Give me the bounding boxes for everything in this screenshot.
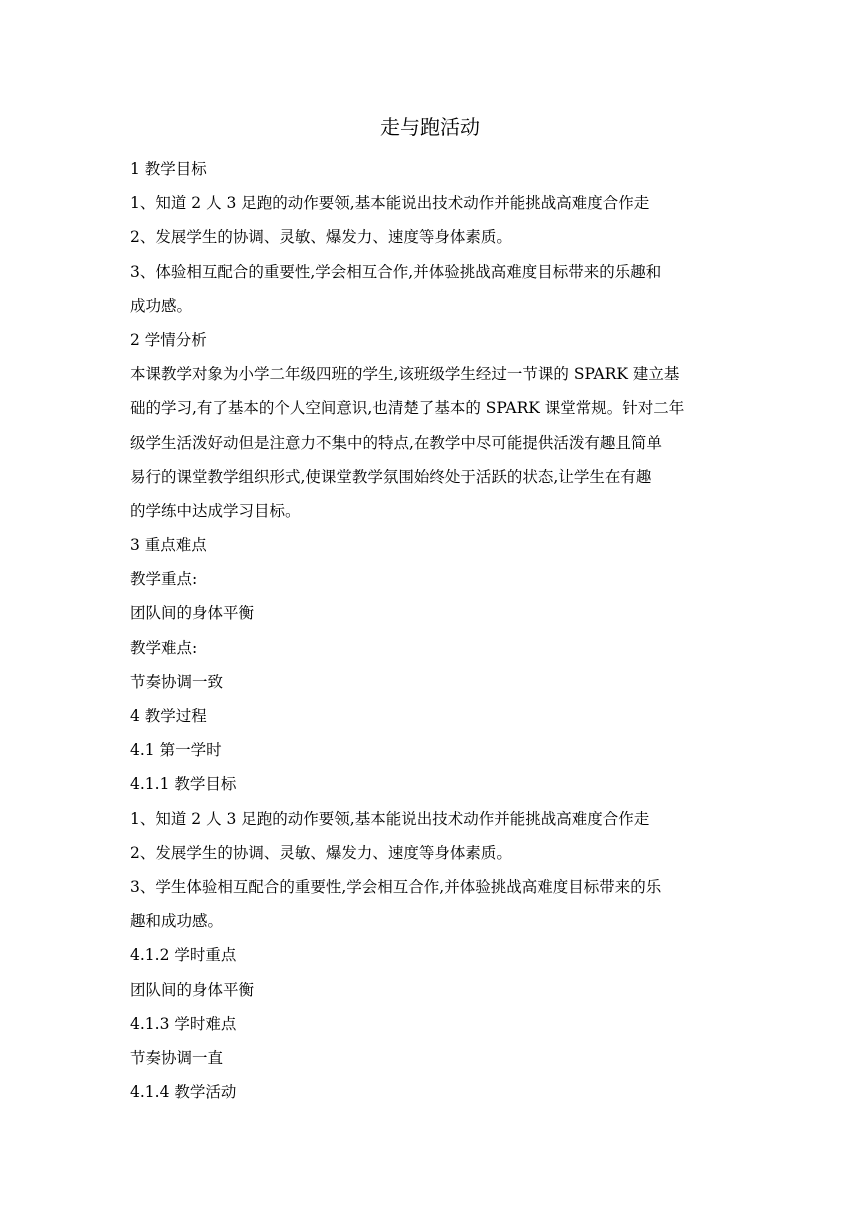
paragraph-line: 教学难点: [130, 638, 198, 657]
paragraph-line: 3、体验相互配合的重要性,学会相互合作,并体验挑战高难度目标带来的乐趣和 [130, 262, 662, 281]
section-heading-process: 4 教学过程 [130, 707, 207, 725]
paragraph-line: 级学生活泼好动但是注意力不集中的特点,在教学中尽可能提供活泼有趣且简单 [130, 433, 662, 452]
paragraph-line: 团队间的身体平衡 [130, 980, 255, 999]
paragraph-line: 1、知道 2 人 3 足跑的动作要领,基本能说出技术动作并能挑战高难度合作走 [130, 809, 650, 828]
paragraph-line: 3、学生体验相互配合的重要性,学会相互合作,并体验挑战高难度目标带来的乐 [130, 877, 662, 896]
paragraph-line: 的学练中达成学习目标。 [130, 501, 301, 520]
paragraph-line: 团队间的身体平衡 [130, 604, 255, 623]
subsection-heading: 4.1 第一学时 [130, 741, 222, 760]
paragraph-line: 本课教学对象为小学二年级四班的学生,该班级学生经过一节课的 SPARK 建立基 [130, 365, 680, 384]
paragraph-line: 节奏协调一直 [130, 1048, 224, 1067]
subsection-heading: 4.1.1 教学目标 [130, 775, 237, 794]
paragraph-line: 易行的课堂教学组织形式,使课堂教学氛围始终处于活跃的状态,让学生在有趣 [130, 467, 652, 486]
section-heading-objectives: 1 教学目标 [130, 160, 207, 178]
paragraph-line: 1、知道 2 人 3 足跑的动作要领,基本能说出技术动作并能挑战高难度合作走 [130, 194, 650, 213]
subsection-heading: 4.1.2 学时重点 [130, 946, 237, 965]
paragraph-line: 节奏协调一致 [130, 672, 224, 691]
document-body [130, 152, 730, 1109]
paragraph-line: 成功感。 [130, 296, 193, 315]
section-heading-key-points: 3 重点难点 [130, 536, 207, 555]
paragraph-line: 础的学习,有了基本的个人空间意识,也清楚了基本的 SPARK 课堂常规。针对二年 [130, 399, 685, 418]
section-heading-analysis: 2 学情分析 [130, 330, 207, 349]
subsection-heading: 4.1.3 学时难点 [130, 1014, 237, 1033]
subsection-heading: 4.1.4 教学活动 [130, 1083, 237, 1102]
paragraph-line: 趣和成功感。 [130, 912, 224, 931]
paragraph-line: 2、发展学生的协调、灵敏、爆发力、速度等身体素质。 [130, 228, 512, 247]
paragraph-line: 2、发展学生的协调、灵敏、爆发力、速度等身体素质。 [130, 843, 512, 862]
document-title: 走与跑活动 [380, 115, 480, 139]
paragraph-line: 教学重点: [130, 570, 198, 589]
